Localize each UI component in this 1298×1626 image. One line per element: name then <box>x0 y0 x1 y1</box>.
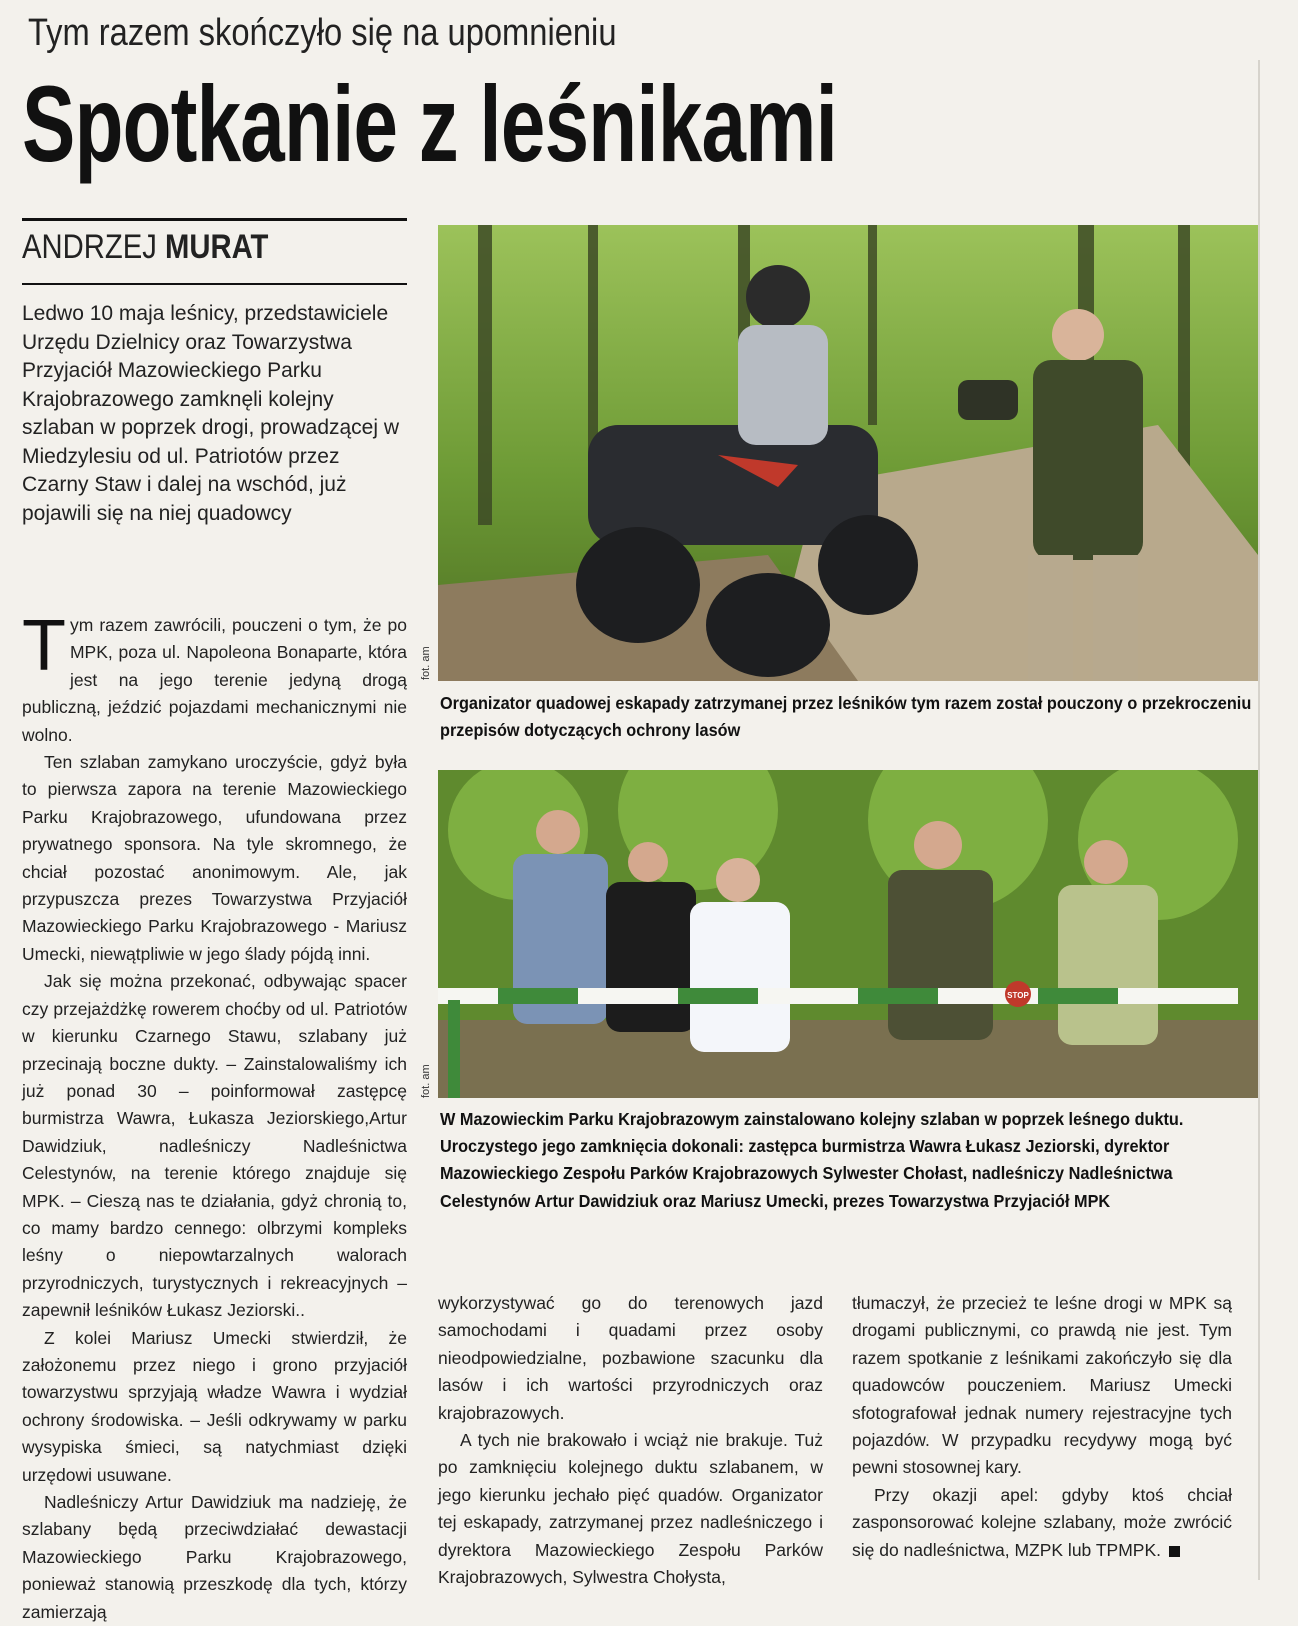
column-1 <box>22 606 407 1626</box>
byline-rule-bottom <box>22 283 407 285</box>
stop-sign-text: STOP <box>1007 991 1029 1000</box>
kicker: Tym razem skończyło się na upomnieniu <box>28 12 617 54</box>
col2-paragraph-1: wykorzystywać go do terenowych jazd samochodami i quadami przez osoby nieodpowiedzialne, pozbawione szacunku dla lasów i ich wartości przyrodniczych oraz krajobrazowych. <box>438 1293 823 1423</box>
column-3 <box>852 1290 1232 1564</box>
photo-quad-rider <box>438 225 1258 681</box>
lead-paragraph: Ledwo 10 maja leśnicy, przedstawiciele Urzędu Dzielnicy oraz Towarzystwa Przyjaciół Mazowieckiego Parku Krajobrazowego zamknęli kolejny szlaban w poprzek drogi, prowadzącej w Miedzylesiu od ul. Patriotów przez Czarny Staw i dalej na wschód, już pojawili się na niej quadowcy <box>22 302 400 525</box>
byline <box>22 228 268 267</box>
col3-paragraph-1: tłumaczył, że przecież te leśne drogi w MPK są drogami publicznymi, co prawdą nie jest. Tym razem spotkanie z leśnikami zakończyło się dla quadowców pouczeniem. Mariusz Umecki sfotografował jednak numery rejestracyjne tych pojazdów. W przypadku recydywy mogą być pewni stosownej kary. <box>852 1293 1232 1478</box>
photo-credit-1: fot. am <box>420 646 432 680</box>
col3-paragraph-2: Przy okazji apel: gdyby ktoś chciał zasponsorować kolejne szlabany, może zwrócić się do nadleśnictwa, MZPK lub TPMPK. <box>852 1484 1232 1560</box>
author-last-name: MURAT <box>164 228 269 266</box>
barrier-photo-illustration <box>438 770 1258 1098</box>
photo-caption-2: W Mazowieckim Parku Krajobrazowym zainstalowano kolejny szlaban w poprzek leśnego duktu. Uroczystego jego zamknięcia dokonali: zastępca burmistrza Wawra Łukasz Jeziorski, dyrektor Mazowieckiego Zespołu Parków Krajobrazowych Sylwester Chołast, nadleśniczy Nadleśnictwa Celestynów Artur Dawidziuk oraz Mariusz Umecki, prezes Towarzystwa Przyjaciół MPK <box>440 1109 1184 1211</box>
headline: Spotkanie z leśnikami <box>22 63 838 184</box>
distant-quad-shape <box>958 380 1018 420</box>
col1-paragraph-1: ym razem zawrócili, pouczeni o tym, że po MPK, poza ul. Napoleona Bonaparte, która jest na jego terenie jedyną drogą publiczną, jeździć pojazdami mechanicznymi nie wolno. <box>22 615 407 745</box>
col1-paragraph-3: Jak się można przekonać, odbywając spacer czy przejażdżkę rowerem choćby od ul. Patriotów w kierunku Czarnego Stawu, szlabany już przecinają boczne dukty. – Zainstalowaliśmy ich już ponad 30 – poinformował zastępcę burmistrza Wawra, Łukasza Jeziorskiego,Artur Dawidziuk, nadleśniczy Nadleśnictwa Celestynów, na terenie którego znajduje się MPK. – Cieszą nas te działania, gdyż chronią to, co mamy bardzo cennego: olbrzymi kompleks leśny o niepowtarzalnych walorach przyrodniczych, turystycznych i rekreacyjnych – zapewnił leśników Łukasz Jeziorski.. <box>22 971 407 1321</box>
photo-credit-2: fot. am <box>420 1064 432 1098</box>
photo-caption-1: Organizator quadowej eskapady zatrzymanej przez leśników tym razem został pouczony o przekroczeniu przepisów dotyczących ochrony lasów <box>440 693 1252 741</box>
byline-rule-top <box>22 218 407 221</box>
col2-paragraph-2: A tych nie brakowało i wciąż nie brakuje. Tuż po zamknięciu kolejnego duktu szlabanem, w jego kierunku jechało pięć quadów. Organizator tej eskapady, zatrzymanej przez nadleśniczego i dyrektora Mazowieckiego Zespołu Parków Krajobrazowych, Sylwestra Chołysta, <box>438 1430 823 1588</box>
adjacent-page-edge <box>1258 60 1260 1580</box>
column-2 <box>438 1290 823 1591</box>
col1-paragraph-4: Z kolei Mariusz Umecki stwierdził, że założonemu przez niego i grono przyjaciół towarzystwu sprzyjają władze Wawra i wydział ochrony środowiska. – Jeśli odkrywamy w parku wysypiska śmieci, są natychmiast dzięki urzędowi usuwane. <box>22 1327 407 1485</box>
drop-cap: T <box>22 606 66 686</box>
photo-barrier-group <box>438 770 1258 1098</box>
end-of-article-mark <box>1169 1546 1180 1557</box>
col1-paragraph-2: Ten szlaban zamykano uroczyście, gdyż była to pierwsza zapora na terenie Mazowieckiego Parku Krajobrazowego, ufundowana przez prywatnego sponsora. Na tyle skromnego, że chciał pozostać anonimowym. Ale, jak przypuszcza prezes Towarzystwa Przyjaciół Mazowieckiego Parku Krajobrazowego - Mariusz Umecki, niewątpliwie w jego ślady pójdą inni. <box>22 752 407 964</box>
quad-photo-illustration <box>438 225 1258 681</box>
col1-paragraph-5: Nadleśniczy Artur Dawidziuk ma nadzieję, że szlabany będą przeciwdziałać dewastacji Mazowieckiego Parku Krajobrazowego, ponieważ stanowią przeszkodę dla tych, którzy zamierzają <box>22 1492 407 1622</box>
author-first-name: ANDRZEJ <box>22 228 157 266</box>
